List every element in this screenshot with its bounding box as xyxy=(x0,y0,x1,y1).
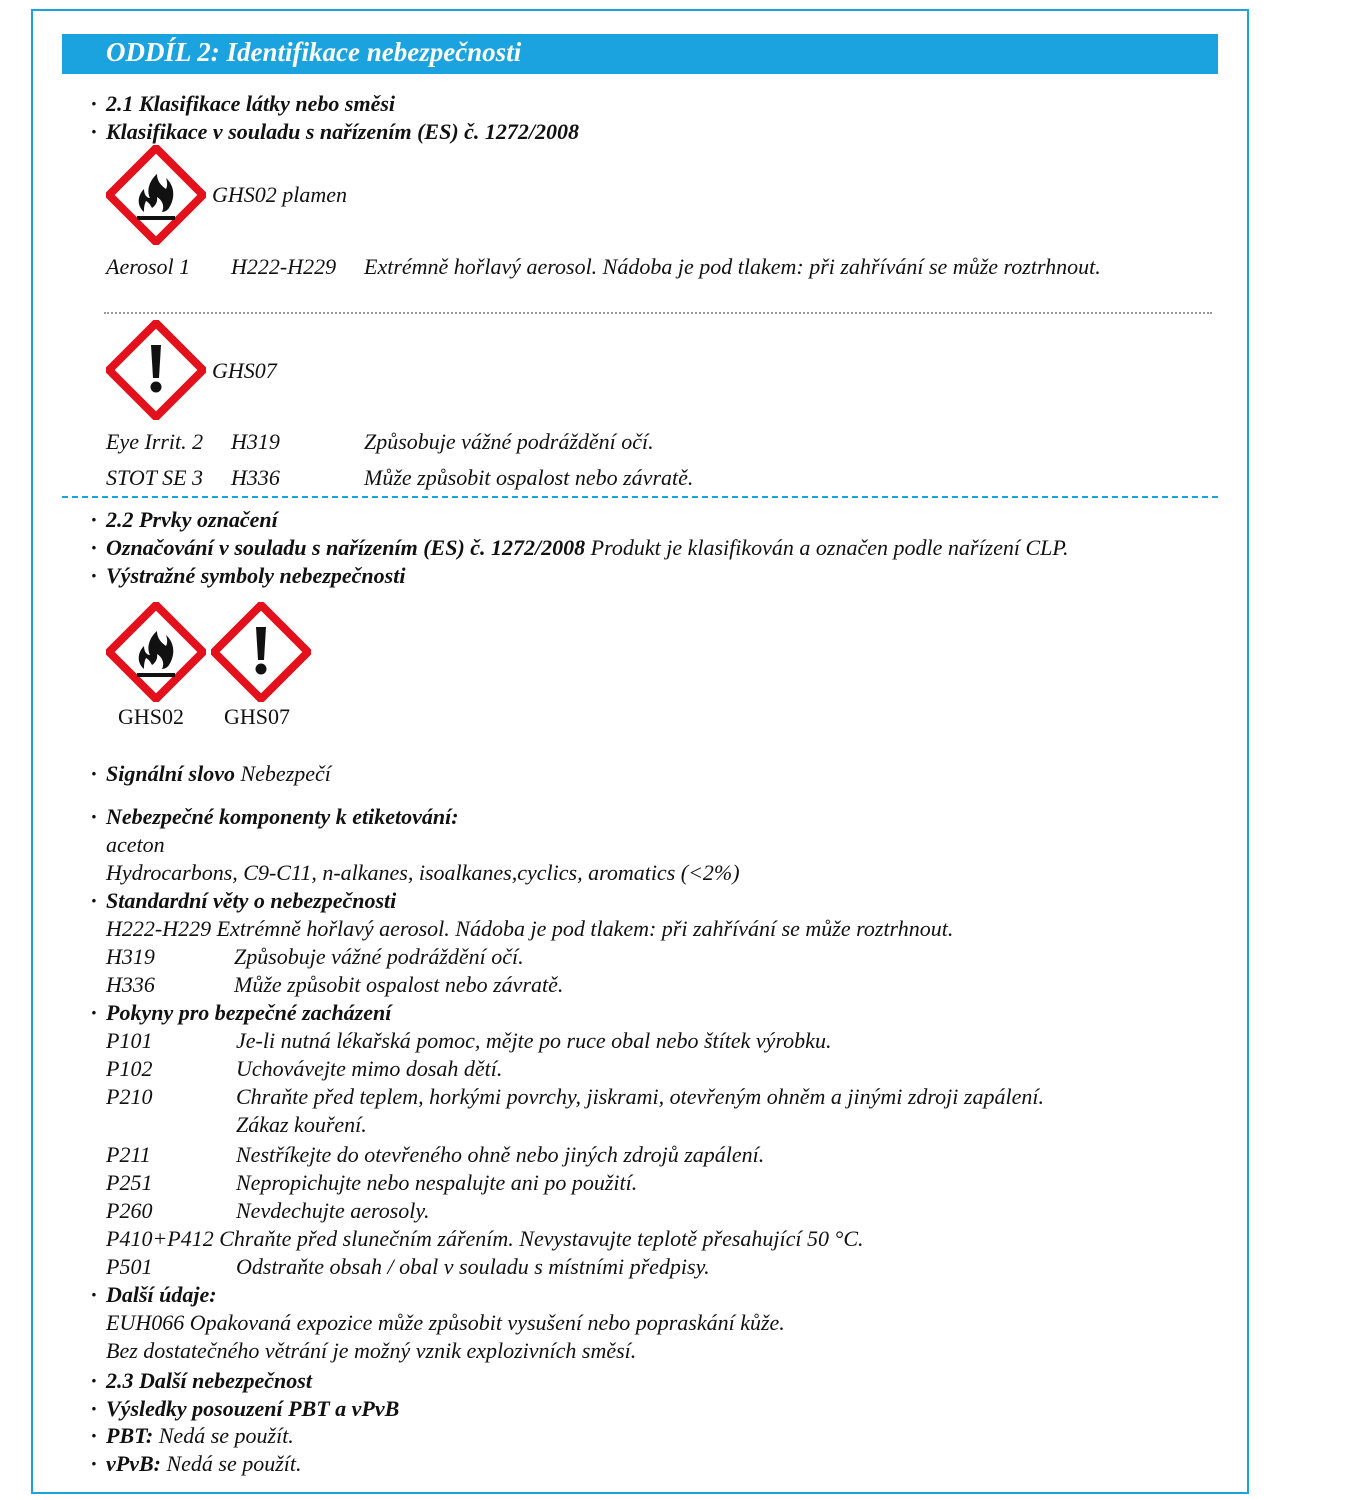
h-code: H336 xyxy=(106,972,155,997)
pbt-label: PBT: xyxy=(106,1423,154,1448)
labelling-regulation-label: Označování v souladu s nařízením (ES) č. 1272/2008 xyxy=(106,535,586,560)
p-code: P501 xyxy=(106,1254,153,1279)
hazard-text: Extrémně hořlavý aerosol. Nádoba je pod tlakem: při zahřívání se může roztrhnout. xyxy=(364,254,1101,279)
h-text: Způsobuje vážné podráždění očí. xyxy=(234,944,524,969)
pbt-value: Nedá se použít. xyxy=(158,1423,294,1448)
heading-2-2: 2.2 Prvky označení xyxy=(106,507,278,532)
bullet: · xyxy=(91,1423,97,1448)
symbol-caption: GHS02 xyxy=(118,704,185,729)
section-header xyxy=(62,34,1218,74)
vpvb-result xyxy=(106,1451,302,1477)
bullet: · xyxy=(91,1451,97,1476)
h-statement xyxy=(106,916,953,942)
heading-2-1: 2.1 Klasifikace látky nebo směsi xyxy=(106,91,396,116)
bullet: · xyxy=(91,888,97,913)
signal-word-label: Signální slovo xyxy=(106,761,235,786)
p-code: P101 xyxy=(106,1028,153,1053)
bullet: · xyxy=(91,535,97,560)
hazard-code: H336 xyxy=(231,465,280,490)
hazard-text: Může způsobit ospalost nebo závratě. xyxy=(364,465,694,490)
component-item: Hydrocarbons, C9-C11, n-alkanes, isoalkanes,cyclics, aromatics (<2%) xyxy=(106,860,740,885)
p-statement xyxy=(106,1226,864,1252)
bullet: · xyxy=(91,563,97,588)
symbol-caption: GHS07 xyxy=(224,704,291,729)
classification-regulation: Klasifikace v souladu s nařízením (ES) č. 1272/2008 xyxy=(106,119,580,144)
hazard-text: Způsobuje vážné podráždění očí. xyxy=(364,429,654,454)
p-code: P410+P412 xyxy=(106,1226,214,1251)
hazard-category: Eye Irrit. 2 xyxy=(106,429,204,454)
p-code: P260 xyxy=(106,1198,153,1223)
bullet: · xyxy=(91,1000,97,1025)
exclamation-icon xyxy=(211,602,311,702)
h-text: Extrémně hořlavý aerosol. Nádoba je pod tlakem: při zahřívání se může roztrhnout. xyxy=(216,916,954,941)
vpvb-value: Nedá se použít. xyxy=(166,1451,302,1476)
p-text: Chraňte před teplem, horkými povrchy, jiskrami, otevřeným ohněm a jinými zdroji zapálení. xyxy=(236,1084,1044,1109)
hazard-category: Aerosol 1 xyxy=(106,254,191,279)
dashed-divider xyxy=(62,496,1218,498)
bullet: · xyxy=(91,1396,97,1421)
p-code: P210 xyxy=(106,1084,153,1109)
p-text: Uchovávejte mimo dosah dětí. xyxy=(236,1056,503,1081)
dotted-divider xyxy=(104,312,1212,316)
other-info-item: Bez dostatečného větrání je možný vznik explozivních směsí. xyxy=(106,1338,637,1363)
section-title: ODDÍL 2: Identifikace nebezpečnosti xyxy=(106,37,522,67)
bullet: · xyxy=(91,119,97,144)
hazard-code: H319 xyxy=(231,429,280,454)
component-item: aceton xyxy=(106,832,165,857)
hazard-symbols-heading: Výstražné symboly nebezpečnosti xyxy=(106,563,406,588)
bullet: · xyxy=(91,761,97,786)
labelling-regulation-text: Produkt je klasifikován a označen podle nařízení CLP. xyxy=(590,535,1069,560)
p-text: Chraňte před slunečním zářením. Nevystavujte teplotě přesahující 50 °C. xyxy=(219,1226,864,1251)
ghs02-label: GHS02 plamen xyxy=(212,182,348,207)
other-info-heading: Další údaje: xyxy=(106,1282,217,1307)
p-text: Nepropichujte nebo nespalujte ani po použití. xyxy=(236,1170,638,1195)
bullet: · xyxy=(91,1368,97,1393)
flame-icon xyxy=(106,602,206,702)
p-code: P102 xyxy=(106,1056,153,1081)
p-code: P251 xyxy=(106,1170,153,1195)
ghs07-label: GHS07 xyxy=(212,358,277,383)
exclamation-icon xyxy=(106,320,206,420)
bullet: · xyxy=(91,1282,97,1307)
vpvb-label: vPvB: xyxy=(106,1451,161,1476)
pbt-result xyxy=(106,1423,294,1449)
p-text: Je-li nutná lékařská pomoc, mějte po ruce obal nebo štítek výrobku. xyxy=(236,1028,832,1053)
flame-icon xyxy=(106,145,206,245)
p-text: Odstraňte obsah / obal v souladu s místními předpisy. xyxy=(236,1254,710,1279)
p-code: P211 xyxy=(106,1142,151,1167)
hazard-code: H222-H229 xyxy=(231,254,337,279)
signal-word xyxy=(106,761,331,787)
p-text: Nestříkejte do otevřeného ohně nebo jiných zdrojů zapálení. xyxy=(236,1142,765,1167)
h-statements-heading: Standardní věty o nebezpečnosti xyxy=(106,888,397,913)
components-heading: Nebezpečné komponenty k etiketování: xyxy=(106,804,459,829)
heading-2-3: 2.3 Další nebezpečnost xyxy=(106,1368,312,1393)
signal-word-value: Nebezpečí xyxy=(240,761,331,786)
h-text: Může způsobit ospalost nebo závratě. xyxy=(234,972,564,997)
p-text-continued: Zákaz kouření. xyxy=(236,1112,367,1137)
bullet: · xyxy=(91,507,97,532)
labelling-regulation xyxy=(106,535,1069,561)
p-text: Nevdechujte aerosoly. xyxy=(236,1198,430,1223)
h-code: H319 xyxy=(106,944,155,969)
bullet: · xyxy=(91,804,97,829)
pbt-heading: Výsledky posouzení PBT a vPvB xyxy=(106,1396,400,1421)
bullet: · xyxy=(91,91,97,116)
other-info-item: EUH066 Opakovaná expozice může způsobit vysušení nebo popraskání kůže. xyxy=(106,1310,785,1335)
hazard-category: STOT SE 3 xyxy=(106,465,204,490)
h-code: H222-H229 xyxy=(106,916,212,941)
p-statements-heading: Pokyny pro bezpečné zacházení xyxy=(106,1000,392,1025)
